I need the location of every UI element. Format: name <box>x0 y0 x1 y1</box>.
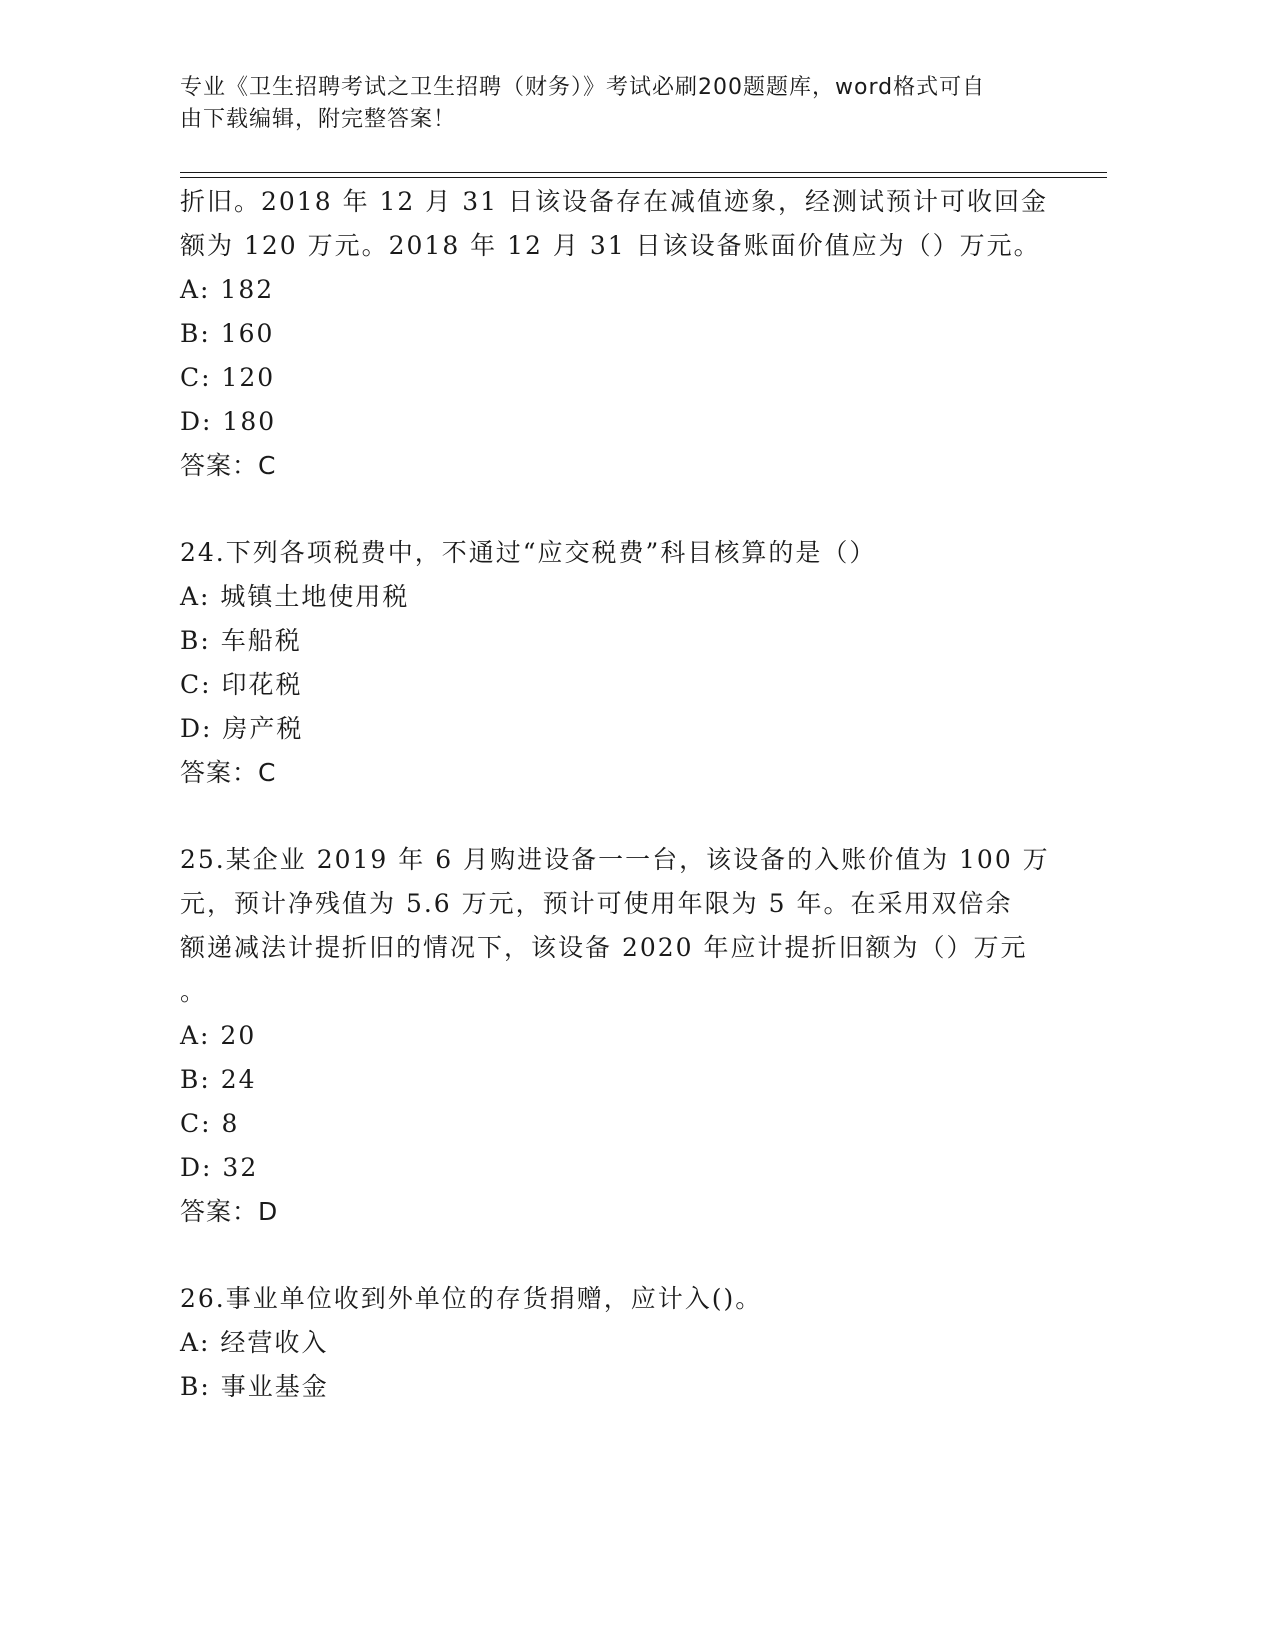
header-line-2: 由下载编辑，附完整答案！ <box>180 107 457 132</box>
question-24 <box>180 531 1060 795</box>
question-stem-line: 元，预计净残值为 5.6 万元，预计可使用年限为 5 年。在采用双倍余 <box>180 889 1013 918</box>
question-23 <box>180 180 1060 488</box>
question-stem-line: 。 <box>180 977 208 1006</box>
option-d: D: 180 <box>180 407 277 436</box>
option-a: A: 182 <box>180 275 275 304</box>
question-list <box>180 180 1060 1409</box>
option-b: B: 24 <box>180 1065 257 1094</box>
question-stem-line: 额为 120 万元。2018 年 12 月 31 日该设备账面价值应为（）万元。 <box>180 231 1041 260</box>
answer-line: 答案：D <box>180 1197 279 1226</box>
question-26 <box>180 1277 1060 1409</box>
option-b: B: 车船税 <box>180 626 302 655</box>
question-stem-line: 24.下列各项税费中，不通过“应交税费”科目核算的是（） <box>180 538 877 567</box>
question-spacer <box>180 795 1060 838</box>
option-d: D: 房产税 <box>180 714 304 743</box>
option-c: C: 8 <box>180 1109 240 1138</box>
option-c: C: 印花税 <box>180 670 303 699</box>
option-a: A: 城镇土地使用税 <box>180 582 410 611</box>
question-25 <box>180 838 1060 1234</box>
question-stem-line: 25.某企业 2019 年 6 月购进设备一一台，该设备的入账价值为 100 万 <box>180 845 1050 874</box>
option-a: A: 20 <box>180 1021 257 1050</box>
answer-line: 答案：C <box>180 758 277 787</box>
header-line-1: 专业《卫生招聘考试之卫生招聘（财务）》考试必刷200题题库，word格式可自 <box>180 75 986 100</box>
question-spacer <box>180 1234 1060 1277</box>
header-divider-bottom <box>180 177 1107 178</box>
option-b: B: 160 <box>180 319 275 348</box>
option-a: A: 经营收入 <box>180 1328 329 1357</box>
question-stem-line: 额递减法计提折旧的情况下，该设备 2020 年应计提折旧额为（）万元 <box>180 933 1028 962</box>
document-header <box>180 72 1040 136</box>
question-spacer <box>180 488 1060 531</box>
question-stem-line: 26.事业单位收到外单位的存货捐赠，应计入()。 <box>180 1284 763 1313</box>
option-b: B: 事业基金 <box>180 1372 329 1401</box>
answer-line: 答案：C <box>180 451 277 480</box>
header-divider-top <box>180 172 1107 173</box>
option-c: C: 120 <box>180 363 276 392</box>
option-d: D: 32 <box>180 1153 259 1182</box>
question-stem-line: 折旧。2018 年 12 月 31 日该设备存在减值迹象，经测试预计可收回金 <box>180 187 1048 216</box>
